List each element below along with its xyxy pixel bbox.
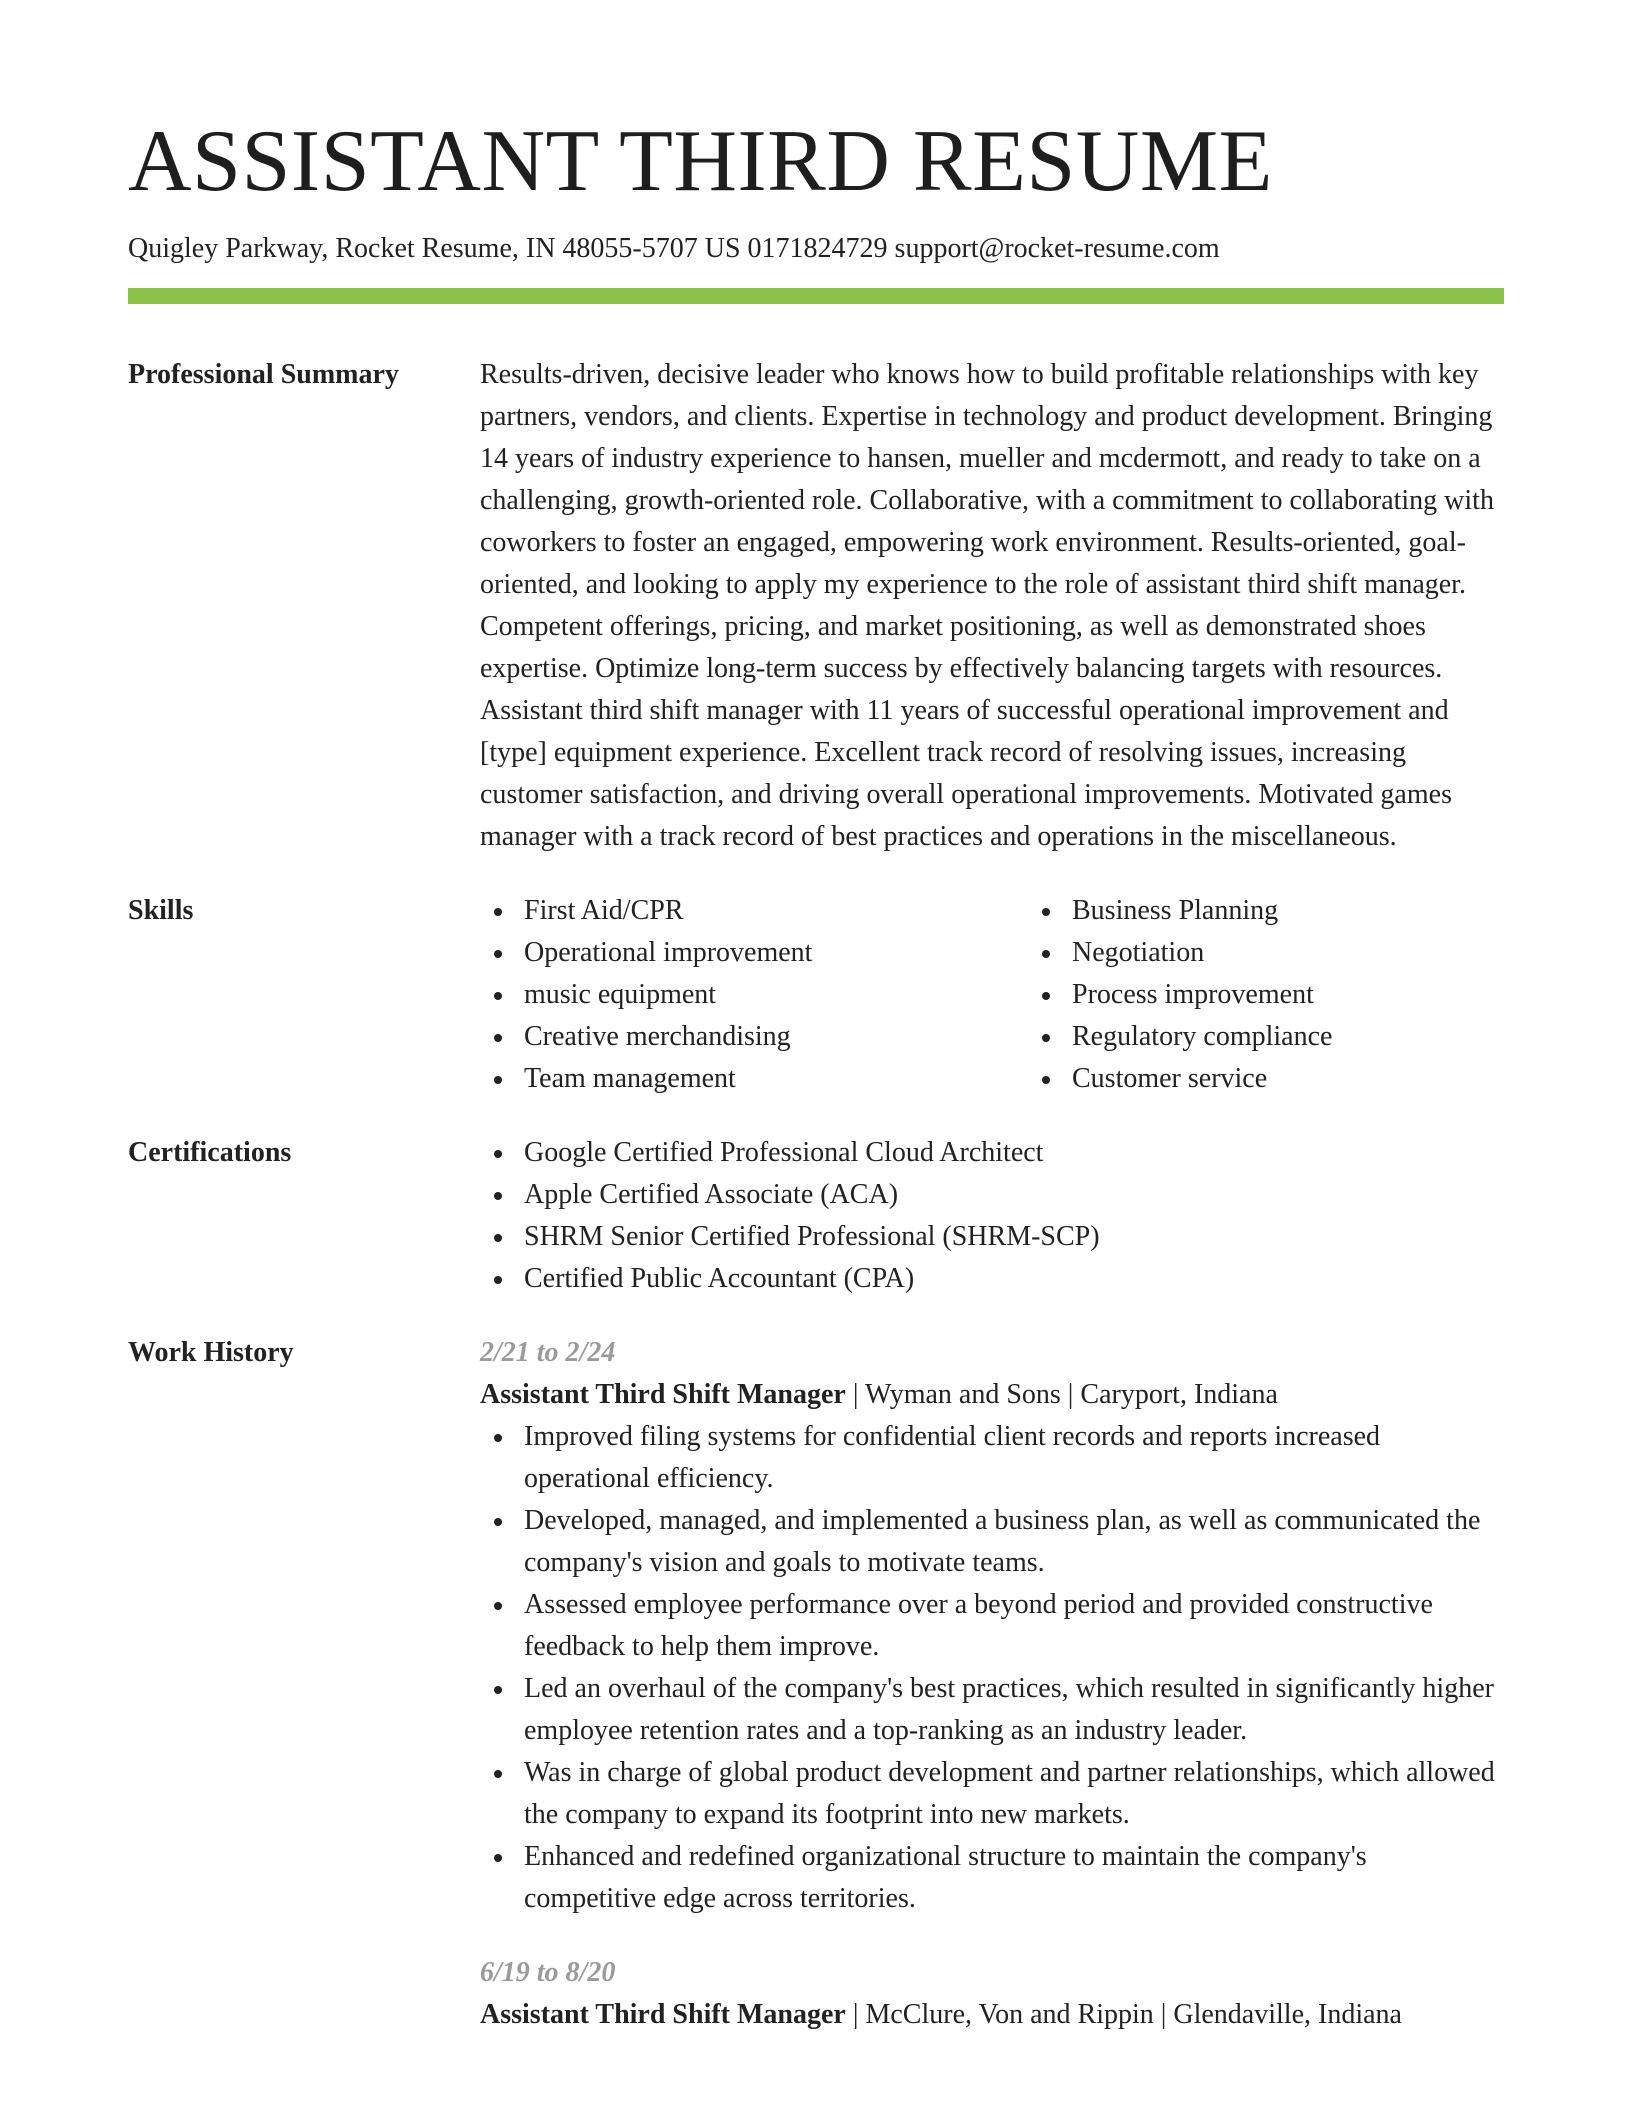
- skills-list-right: [1028, 890, 1576, 1100]
- job-entry: [480, 1952, 1504, 2036]
- job-heading: [480, 1374, 1504, 1416]
- skill-item: First Aid/CPR: [524, 890, 1028, 932]
- work-history-section: [128, 1332, 1504, 2036]
- job-dates: 2/21 to 2/24: [480, 1336, 616, 1368]
- job-bullet: Developed, managed, and implemented a business plan, as well as communicated the company's vision and goals to motivate teams.: [524, 1500, 1504, 1584]
- certification-item: Apple Certified Associate (ACA): [524, 1174, 1504, 1216]
- job-title: Assistant Third Shift Manager: [480, 1998, 846, 2030]
- job-entry: [480, 1332, 1504, 1920]
- resume-title: ASSISTANT THIRD RESUME: [128, 113, 1273, 210]
- work-history-label: Work History: [128, 1336, 294, 1368]
- skill-item: Negotiation: [1072, 932, 1576, 974]
- job-dates: 6/19 to 8/20: [480, 1956, 616, 1988]
- job-responsibilities: [480, 1416, 1504, 1920]
- certifications-list: [480, 1132, 1504, 1300]
- job-bullet: Led an overhaul of the company's best practices, which resulted in significantly higher employee retention rates and a top-ranking as an industry leader.: [524, 1668, 1504, 1752]
- skills-label: Skills: [128, 894, 194, 926]
- skill-item: Operational improvement: [524, 932, 1028, 974]
- skill-item: Customer service: [1072, 1058, 1576, 1100]
- skill-item: music equipment: [524, 974, 1028, 1016]
- skill-item: Business Planning: [1072, 890, 1576, 932]
- contact-line: Quigley Parkway, Rocket Resume, IN 48055-5707 US 0171824729 support@rocket-resume.com: [128, 233, 1220, 264]
- job-bullet: Improved filing systems for confidential client records and reports increased operational efficiency.: [524, 1416, 1504, 1500]
- certification-item: SHRM Senior Certified Professional (SHRM-SCP): [524, 1216, 1504, 1258]
- job-employer-location: | McClure, Von and Rippin | Glendaville, Indiana: [845, 1998, 1402, 2030]
- job-bullet: Was in charge of global product development and partner relationships, which allowed the company to expand its footprint into new markets.: [524, 1752, 1504, 1836]
- certifications-body: [480, 1132, 1504, 1300]
- skill-item: Process improvement: [1072, 974, 1576, 1016]
- skill-item: Team management: [524, 1058, 1028, 1100]
- job-bullet: Assessed employee performance over a beyond period and provided constructive feedback to help them improve.: [524, 1584, 1504, 1668]
- skill-item: Regulatory compliance: [1072, 1016, 1576, 1058]
- skill-item: Creative merchandising: [524, 1016, 1028, 1058]
- skills-list-left: [480, 890, 1028, 1100]
- work-history-body: [480, 1332, 1504, 2036]
- job-employer-location: | Wyman and Sons | Caryport, Indiana: [845, 1378, 1278, 1410]
- certification-item: Google Certified Professional Cloud Architect: [524, 1132, 1504, 1174]
- job-title: Assistant Third Shift Manager: [480, 1378, 846, 1410]
- summary-text: Results-driven, decisive leader who knows how to build profitable relationships with key partners, vendors, and clients. Expertise in technology and product development. Bringing 14 years of industry experience to hansen, mueller and mcdermott, and ready to take on a challenging, growth-oriented role. Collaborative, with a commitment to collaborating with coworkers to foster an engaged, empowering work environment. Results-oriented, goal-oriented, and looking to apply my experience to the role of assistant third shift manager. Competent offerings, pricing, and market positioning, as well as demonstrated shoes expertise. Optimize long-term success by effectively balancing targets with resources. Assistant third shift manager with 11 years of successful operational improvement and [type] equipment experience. Excellent track record of resolving issues, increasing customer satisfaction, and driving overall operational improvements. Motivated games manager with a track record of best practices and operations in the miscellaneous.: [480, 358, 1494, 852]
- skills-section: [128, 890, 1504, 1100]
- skills-grid: [480, 890, 1576, 1100]
- header-divider: [128, 288, 1504, 304]
- summary-section: [128, 354, 1504, 858]
- job-heading: [480, 1994, 1504, 2036]
- summary-label: Professional Summary: [128, 358, 399, 390]
- certification-item: Certified Public Accountant (CPA): [524, 1258, 1504, 1300]
- certifications-label: Certifications: [128, 1136, 292, 1168]
- job-bullet: Enhanced and redefined organizational structure to maintain the company's competitive edge across territories.: [524, 1836, 1504, 1920]
- certifications-section: [128, 1132, 1504, 1300]
